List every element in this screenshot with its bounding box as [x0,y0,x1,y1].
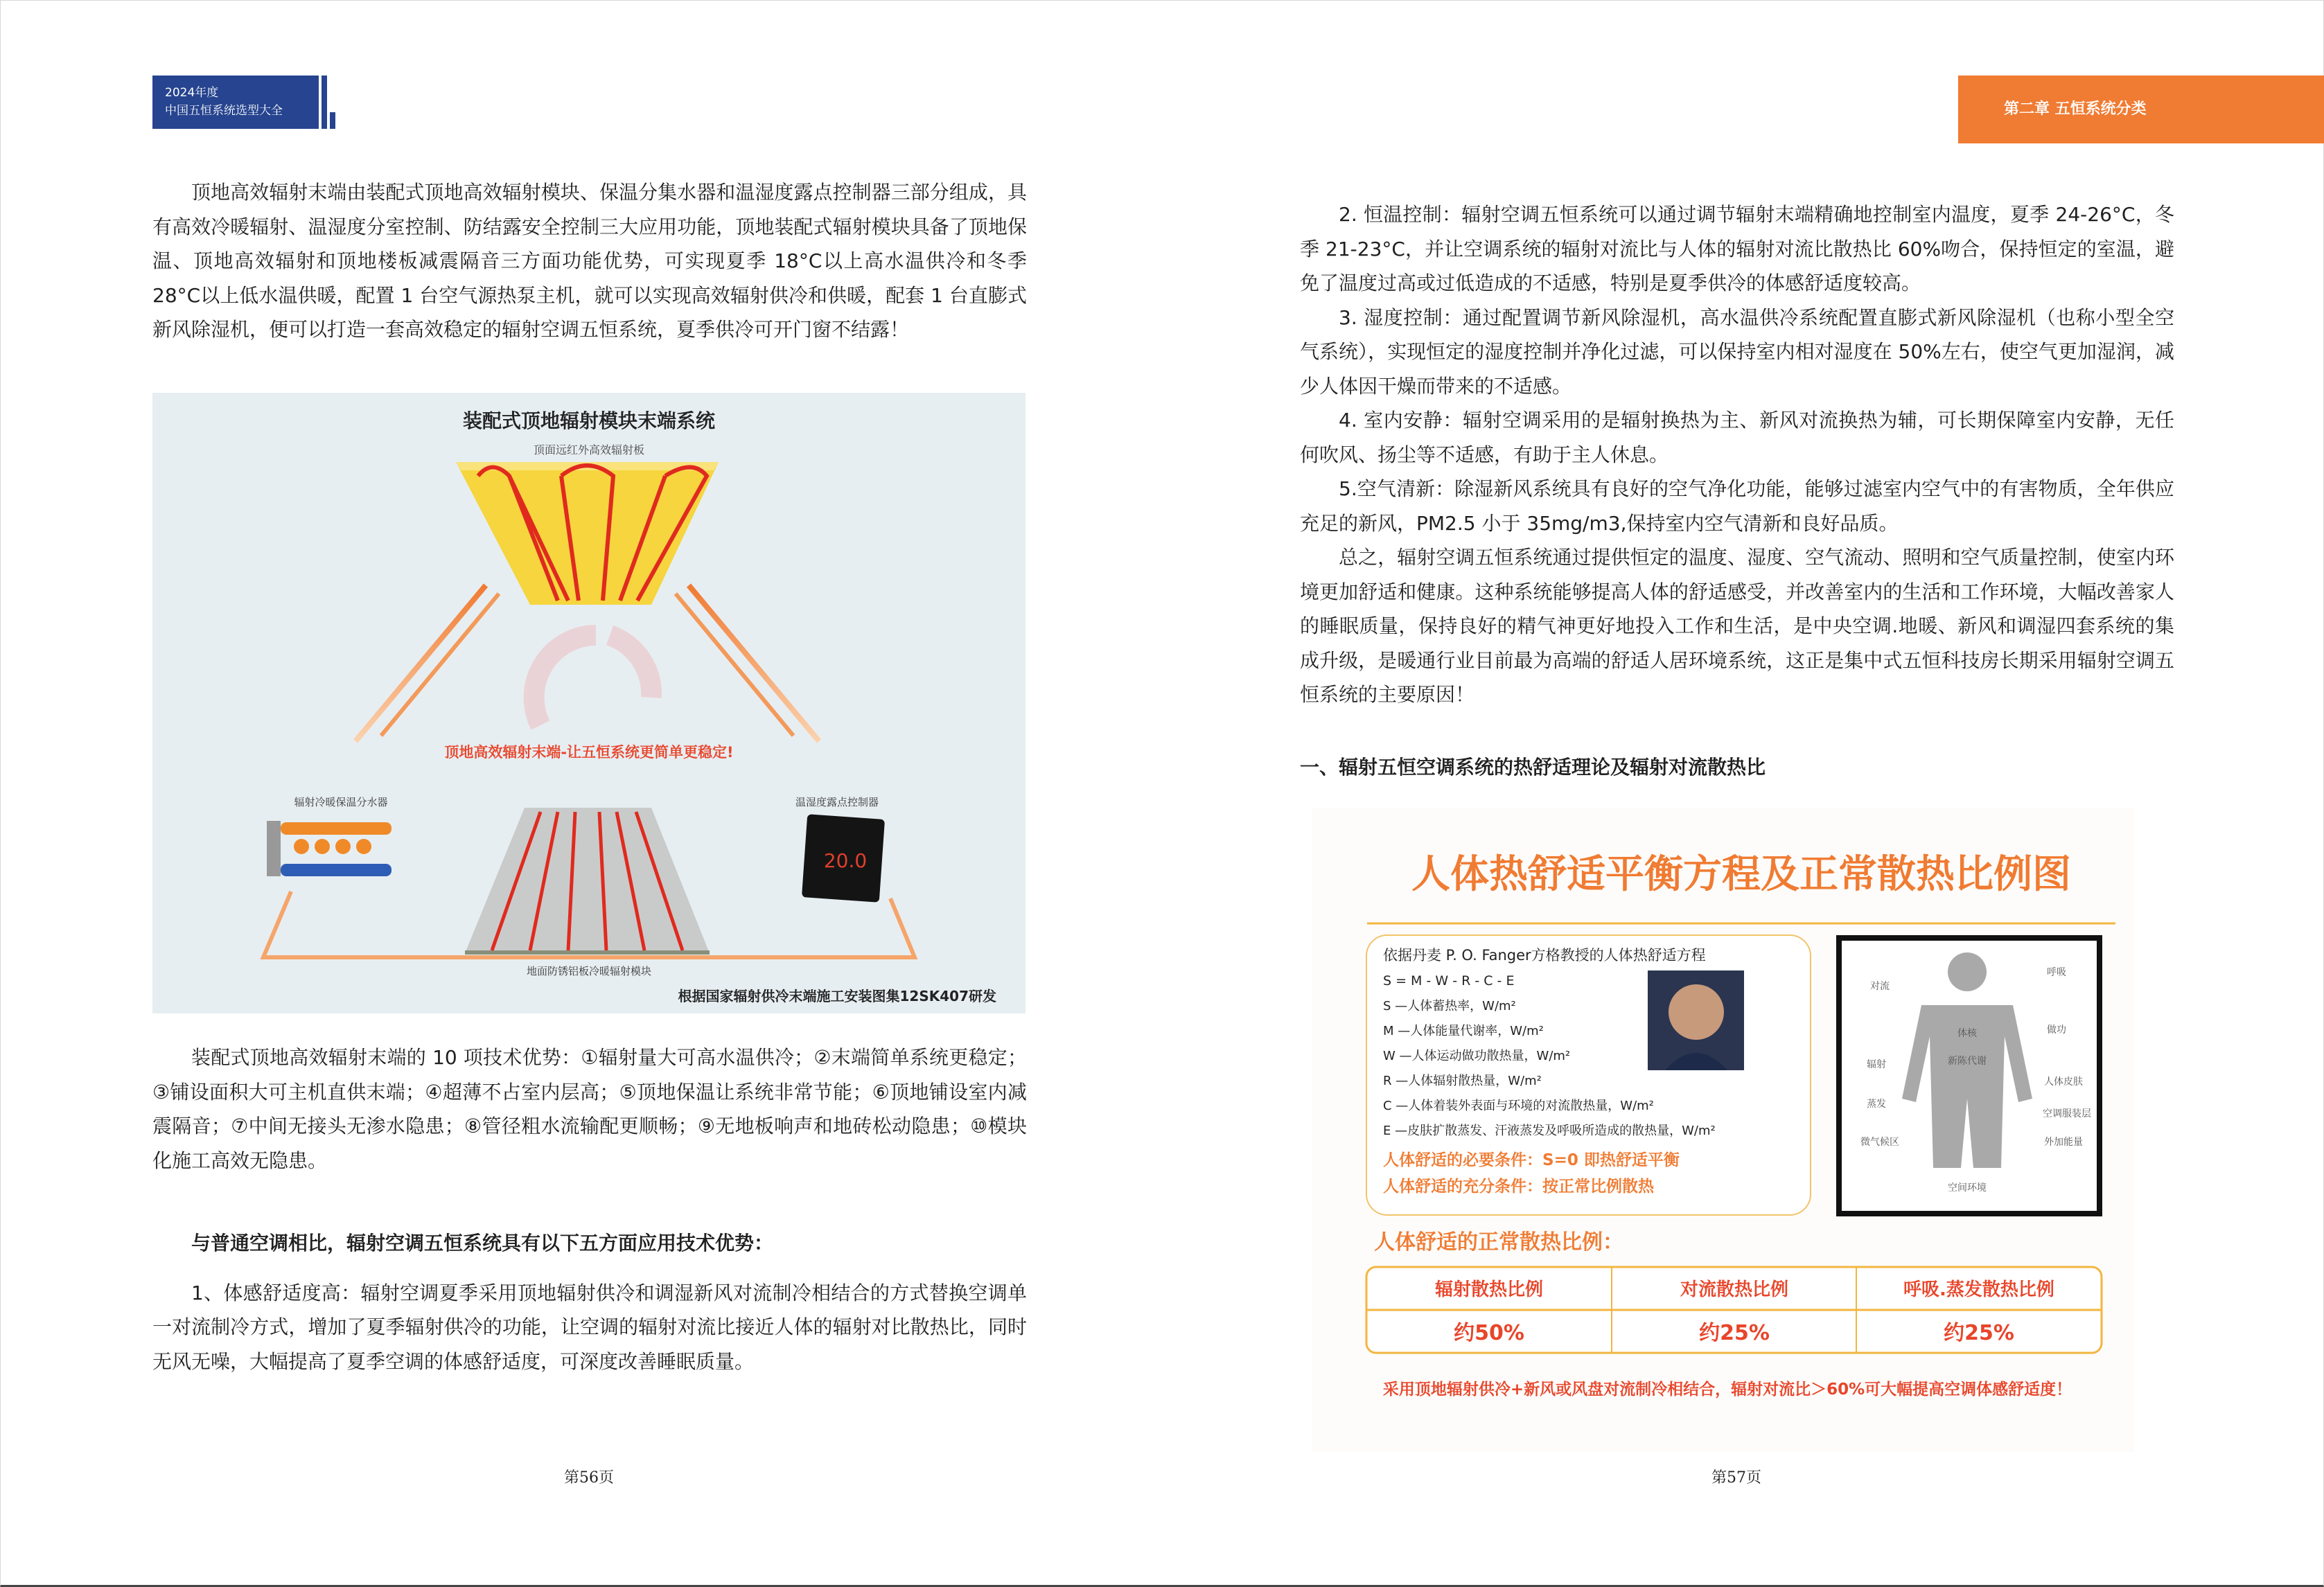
figure-footer: 采用顶地辐射供冷+新风或风盘对流制冷相结合，辐射对流比＞60%可大幅提高空调体感舒适度！ [1382,1381,2072,1399]
equation: S = M - W - R - C - E [1383,973,1515,988]
ceiling-panel [456,462,719,605]
right-paragraphs [1300,197,2174,712]
page-number-left: 第56页 [564,1469,614,1487]
definition: S —人体蓄热率，W/m² [1383,999,1516,1013]
circulation-arrows-icon [534,635,652,725]
slogan: 顶地高效辐射末端-让五恒系统更简单更稳定! [444,744,734,761]
body-label: 蒸发 [1867,1099,1886,1110]
heat-ratio-table [1366,1267,2102,1353]
body-label: 体核 [1957,1028,1977,1039]
ratio-header: 呼吸.蒸发散热比例 [1903,1279,2054,1300]
book-title-badge [152,76,319,129]
left-section [152,1226,1027,1378]
body-label: 空调服装层 [2043,1108,2091,1119]
floor-module [465,808,710,955]
definition: E —皮肤扩散蒸发、汗液蒸发及呼吸所造成的散热量，W/m² [1383,1124,1716,1138]
ratio-header: 辐射散热比例 [1434,1279,1544,1300]
ratio-value: 约25% [1944,1321,2014,1345]
chapter-badge [1958,76,2324,143]
definition: M —人体能量代谢率，W/m² [1383,1024,1544,1038]
section-heading: 与普通空调相比，辐射空调五恒系统具有以下五方面应用技术优势： [191,1232,774,1254]
diagram-title: 装配式顶地辐射模块末端系统 [462,409,716,432]
body-label: 呼吸 [2047,967,2066,978]
controller-label: 温湿度露点控制器 [795,796,879,808]
equation-source: 依据丹麦 P. O. Fanger方格教授的人体热舒适方程 [1383,947,1706,964]
paragraph: 4. 室内安静：辐射空调采用的是辐射换热为主、新风对流换热为辅，可长期保障室内安静，无任何吹风、扬尘等不适感，有助于主人休息。 [1300,409,2174,466]
paragraph: 2. 恒温控制：辐射空调五恒系统可以通过调节辐射末端精确地控制室内温度，夏季 24-26°C，冬季 21-23°C，并让空调系统的辐射对流比与人体的辐射对流比散热比 60%吻合，保持恒定的室温，避免了温度过高或过低造成的不适感，特别是夏季供冷的体感舒适度较高。 [1300,203,2174,294]
body-label: 外加能量 [2044,1137,2083,1148]
body-label: 辐射 [1867,1059,1886,1070]
body-label: 做功 [2047,1025,2066,1036]
figure-title: 人体热舒适平衡方程及正常散热比例图 [1411,852,2071,897]
manifold-label: 辐射冷暖保温分水器 [294,796,388,808]
manifold-icon [267,821,391,876]
floor-label: 地面防锈铝板冷暖辐射模块 [526,965,652,977]
ratio-value: 约50% [1454,1321,1524,1345]
decorative-bar [330,112,335,129]
paragraph: 装配式顶地高效辐射末端的 10 项技术优势：①辐射量大可高水温供冷；②末端简单系统更稳定；③铺设面积大可主机直供末端；④超薄不占室内层高；⑤顶地保温让系统非常节能；⑥顶地铺设室内减震隔音；⑦中间无接头无渗水隐患；⑧管径粗水流输配更顺畅；⑨无地板响声和地砖松动隐患；⑩模块化施工高效无隐患。 [152,1046,1027,1172]
body-label: 新陈代谢 [1948,1056,1987,1067]
ratio-value: 约25% [1699,1321,1770,1345]
chapter-title: 第二章 五恒系统分类 [2004,100,2147,118]
sufficient-condition: 人体舒适的充分条件：按正常比例散热 [1383,1178,1654,1196]
body-label: 对流 [1870,981,1890,992]
fanger-portrait [1648,970,1744,1070]
book-title: 中国五恒系统选型大全 [165,104,283,118]
thermal-comfort-figure [1312,808,2134,1452]
paragraph: 总之，辐射空调五恒系统通过提供恒定的温度、湿度、空气流动、照明和空气质量控制，使室内环境更加舒适和健康。这种系统能够提高人体的舒适感受，并改善室内的生活和工作环境，大幅改善家人的睡眠质量，保持良好的精气神更好地投入工作和生活，是中央空调.地暖、新风和调湿四套系统的集成升级，是暖通行业目前最为高端的舒适人居环境系统，这正是集中式五恒科技房长期采用辐射空调五恒系统的主要原因！ [1300,546,2174,706]
left-intro [152,175,1027,347]
definition: W —人体运动做功散热量，W/m² [1383,1049,1571,1063]
radiation-rays [355,585,819,741]
page-number-right: 第57页 [1711,1469,1761,1487]
thermostat-reading: 20.0 [823,849,868,872]
ceiling-label: 顶面远红外高效辐射板 [533,443,645,456]
body-label: 空间环境 [1948,1182,1987,1194]
definition: C —人体着装外表面与环境的对流散热量，W/m² [1383,1099,1654,1113]
paragraph: 顶地高效辐射末端由装配式顶地高效辐射模块、保温分集水器和温湿度露点控制器三部分组成，具有高效冷暖辐射、温湿度分室控制、防结露安全控制三大应用功能，顶地装配式辐射模块具备了顶地保温、顶地高效辐射和顶地楼板减震隔音三方面功能优势，可实现夏季 18°C以上高水温供冷和冬季 28°C以上低水温供暖，配置 1 台空气源热泵主机，就可以实现高效辐射供冷和供暖，配套 1 台直膨式新风除湿机，便可以打造一套高效稳定的辐射空调五恒系统，夏季供冷可开门窗不结露！ [152,181,1027,341]
definition: R —人体辐射散热量，W/m² [1383,1074,1542,1088]
radiant-module-diagram [152,393,1025,1013]
source-note: 根据国家辐射供冷末端施工安装图集12SK407研发 [678,988,996,1004]
thermostat-icon [802,814,885,903]
decorative-bar [322,76,327,129]
body-label: 人体皮肤 [2044,1076,2083,1088]
necessary-condition: 人体舒适的必要条件：S=0 即热舒适平衡 [1383,1151,1680,1169]
book-year: 2024年度 [165,86,219,100]
paragraph: 3. 湿度控制：通过配置调节新风除湿机，高水温供冷系统配置直膨式新风除湿机（也称小型全空气系统），实现恒定的湿度控制并净化过滤，可以保持室内相对湿度在 50%左右，使空气更加湿润，减少人体因干燥而带来的不适感。 [1300,305,2174,398]
paragraph: 5.空气清新：除湿新风系统具有良好的空气净化功能，能够过滤室内空气中的有害物质，全年供应充足的新风，PM2.5 小于 35mg/m3,保持室内空气清新和良好品质。 [1300,477,2174,535]
section-heading: 一、辐射五恒空调系统的热舒适理论及辐射对流散热比 [1300,756,1766,779]
paragraph: 1、体感舒适度高：辐射空调夏季采用顶地辐射供冷和调湿新风对流制冷相结合的方式替换空调单一对流制冷方式，增加了夏季辐射供冷的功能，让空调的辐射对流比接近人体的辐射对比散热比，同时无风无噪，大幅提高了夏季空调的体感舒适度，可深度改善睡眠质量。 [152,1281,1027,1373]
body-label: 微气候区 [1860,1137,1899,1148]
ratio-header: 对流散热比例 [1680,1279,1789,1300]
left-advantages [152,1040,1027,1178]
ratio-title: 人体舒适的正常散热比例： [1374,1230,1623,1254]
right-section [1300,750,2174,785]
